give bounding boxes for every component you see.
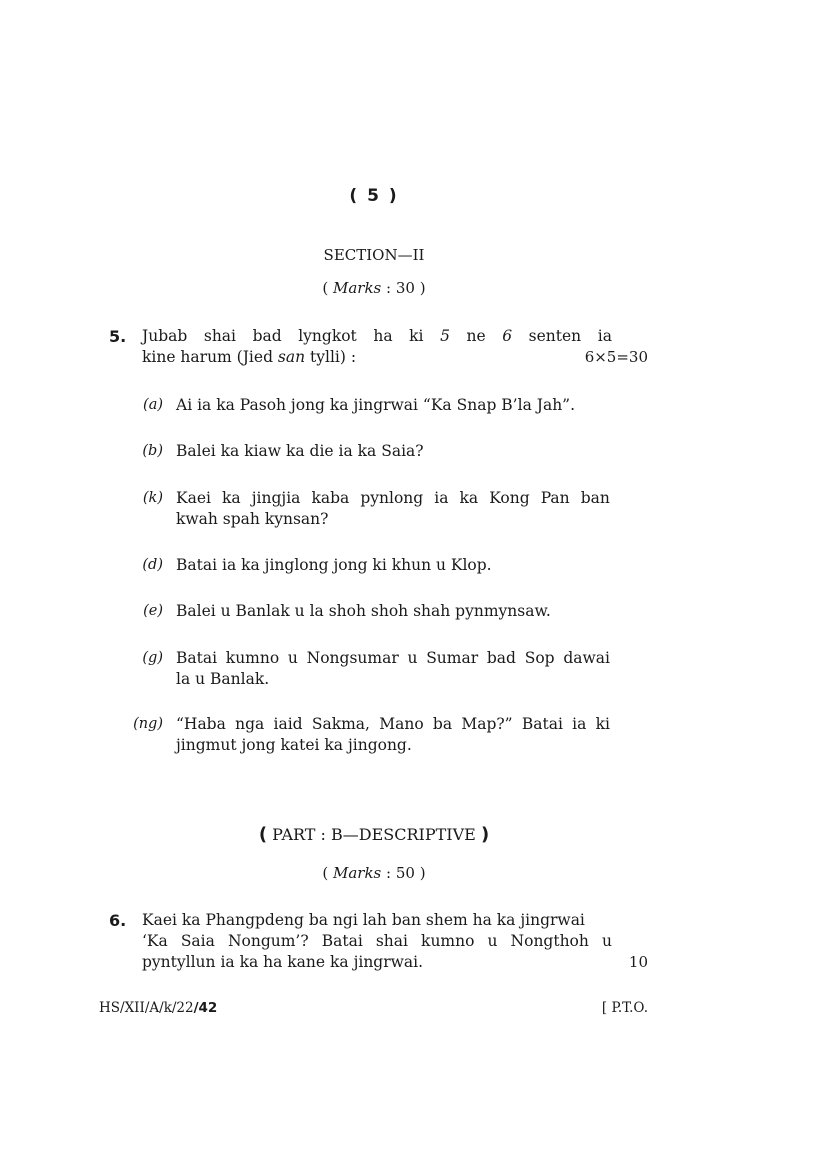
word: ki <box>595 715 610 733</box>
word: 5 <box>440 327 450 345</box>
item-text-line: jingmut jong katei ka jingong. <box>176 736 412 754</box>
word: lyngkot <box>298 327 357 345</box>
item-label: (e) <box>143 603 163 619</box>
word: bad <box>252 327 282 345</box>
word: Saia <box>180 932 215 950</box>
item-text-line <box>176 489 610 507</box>
word: kaba <box>311 489 350 507</box>
word: Jubab <box>142 327 188 345</box>
word: bad <box>486 649 516 667</box>
word: dawai <box>563 649 610 667</box>
item-text-line: Batai ia ka jinglong jong ki khun u Klop. <box>176 556 492 574</box>
part-title: ( PART : B—DESCRIPTIVE ) <box>258 824 490 845</box>
question-text-line: Kaei ka Phangpdeng ba ngi lah ban shem ha ka jingrwai <box>142 911 585 929</box>
word: ia <box>597 327 612 345</box>
word: ‘Ka <box>142 932 168 950</box>
text-italic: san <box>277 348 306 366</box>
item-label: (d) <box>142 557 163 573</box>
pto-label: [ P.T.O. <box>601 1000 648 1016</box>
paper-code-suffix: /42 <box>193 1000 218 1016</box>
word: jingjia <box>251 489 301 507</box>
section-title: SECTION—II <box>323 246 425 264</box>
item-text-line: kwah spah kynsan? <box>176 510 329 528</box>
word: iaid <box>273 715 303 733</box>
word: shai <box>375 932 408 950</box>
word: ba <box>432 715 453 733</box>
item-label: (b) <box>142 443 163 459</box>
word: Nongum’? <box>227 932 309 950</box>
word: Nongsumar <box>306 649 399 667</box>
word: ki <box>409 327 424 345</box>
question-text-line: pyntyllun ia ka ha kane ka jingrwai. <box>142 953 424 971</box>
text-segment: kine harum (Jied <box>142 348 278 366</box>
item-text-line: la u Banlak. <box>176 670 270 688</box>
word: pynlong <box>360 489 424 507</box>
page-number: ( 5 ) <box>349 186 399 206</box>
word: Map?” <box>461 715 513 733</box>
question-number: 5. <box>109 327 127 346</box>
question-text-line <box>142 932 612 950</box>
word: u <box>407 649 418 667</box>
word: shai <box>203 327 236 345</box>
item-text-line: Ai ia ka Pasoh jong ka jingrwai “Ka Snap B’la Jah”. <box>176 396 576 414</box>
word: Sop <box>524 649 555 667</box>
word: senten <box>528 327 582 345</box>
word: ia <box>572 715 587 733</box>
word: kumno <box>225 649 280 667</box>
text-segment: tylli) : <box>305 348 357 366</box>
marks-label: Marks <box>333 864 382 882</box>
word: u <box>601 932 612 950</box>
item-text-line: Balei ka kiaw ka die ia ka Saia? <box>176 442 424 460</box>
word: Batai <box>176 649 218 667</box>
word: ia <box>434 489 449 507</box>
word: Batai <box>521 715 563 733</box>
word: ka <box>459 489 479 507</box>
marks-value: 50 <box>395 864 415 882</box>
question-text-line <box>142 348 356 366</box>
word: Kong <box>489 489 530 507</box>
part-marks: ( Marks : 50 ) <box>322 864 426 882</box>
word: ha <box>373 327 393 345</box>
word: nga <box>235 715 265 733</box>
word: Mano <box>379 715 424 733</box>
marks-value: 30 <box>395 279 415 297</box>
item-text-line: Balei u Banlak u la shoh shoh shah pynmynsaw. <box>176 602 551 620</box>
marks-sep: : <box>386 864 392 882</box>
word: Kaei <box>176 489 211 507</box>
word: u <box>287 649 298 667</box>
word: kumno <box>421 932 475 950</box>
word: ban <box>580 489 610 507</box>
paper-code-prefix: HS/XII/A/k/22 <box>99 1000 194 1016</box>
part-title-text: PART : B—DESCRIPTIVE <box>272 825 476 844</box>
item-text-line <box>176 715 610 733</box>
word: ka <box>222 489 241 507</box>
item-label: (a) <box>143 397 163 413</box>
word: Pan <box>540 489 570 507</box>
section-marks: ( Marks : 30 ) <box>322 279 426 297</box>
word: Sakma, <box>311 715 370 733</box>
item-text-line <box>176 649 610 667</box>
word: Nongthoh <box>510 932 589 950</box>
word: ne <box>466 327 486 345</box>
word: Sumar <box>426 649 479 667</box>
item-label: (k) <box>142 490 163 506</box>
question-text-line <box>142 327 612 345</box>
question-marks: 10 <box>628 953 648 971</box>
word: u <box>487 932 498 950</box>
question-number: 6. <box>109 911 127 930</box>
word: 6 <box>502 327 513 345</box>
item-label: (ng) <box>133 716 163 732</box>
marks-label: Marks <box>333 279 382 297</box>
question-marks: 6×5=30 <box>584 348 648 366</box>
item-label: (g) <box>142 650 163 666</box>
word: Batai <box>321 932 363 950</box>
paper-code <box>99 1000 217 1016</box>
word: “Haba <box>176 715 226 733</box>
marks-sep: : <box>386 279 392 297</box>
